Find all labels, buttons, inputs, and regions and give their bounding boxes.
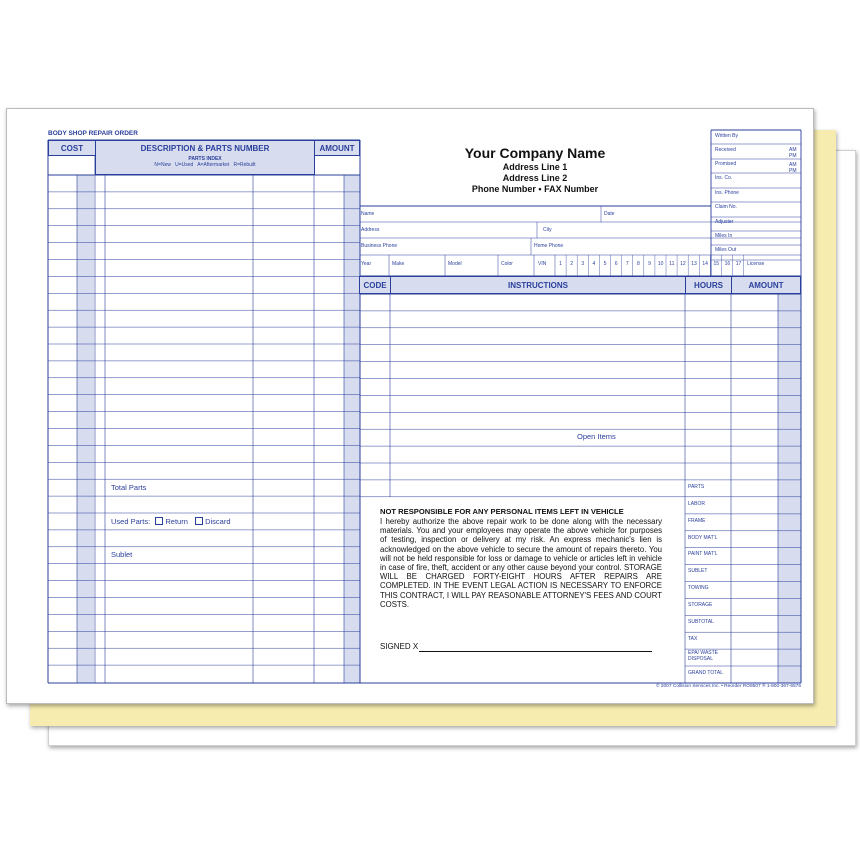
form-title: BODY SHOP REPAIR ORDER: [48, 130, 138, 137]
year-label: Year: [361, 261, 372, 267]
vin-digit: 13: [691, 261, 697, 267]
company-block: [359, 145, 711, 194]
open-items-label: Open Items: [577, 432, 616, 441]
total-frame: FRAME: [688, 518, 706, 524]
vin-digit: 1: [559, 261, 562, 267]
ins-co-label: Ins. Co.: [715, 175, 733, 181]
discard-checkbox[interactable]: [195, 517, 203, 525]
promised-label: Promised: [715, 161, 737, 167]
signature-line[interactable]: [419, 651, 652, 652]
total-labor: LABOR: [688, 501, 705, 507]
vin-digit: 8: [637, 261, 640, 267]
home-phone-label: Home Phone: [534, 243, 564, 249]
header-code: CODE: [359, 276, 391, 294]
ins-phone-label: Ins. Phone: [715, 190, 739, 196]
total-storage: STORAGE: [688, 602, 713, 608]
vin-digit: 6: [614, 261, 618, 267]
header-hours: HOURS: [685, 276, 732, 294]
header-amount: AMOUNT: [314, 140, 360, 156]
total-paint-matl: PAINT MAT'L: [688, 551, 718, 557]
parts-index: [95, 156, 315, 168]
total-tax: TAX: [688, 636, 698, 642]
description-header-label: DESCRIPTION & PARTS NUMBER: [140, 144, 270, 153]
color-label: Color: [501, 261, 513, 267]
header-labor-amount: AMOUNT: [731, 276, 801, 294]
header-cost: COST: [48, 140, 96, 156]
sublet-label: Sublet: [111, 550, 133, 559]
vin-digit: 7: [625, 261, 629, 267]
company-address1: Address Line 1: [502, 162, 568, 172]
used-parts-row: [111, 517, 231, 526]
vin-digit: 4: [592, 261, 596, 267]
legal-body: I hereby authorize the above repair work to be done along with the necessary materials. You and your employees may operate the above vehicle for purposes of testing, inspection or delivery at my risk. An express mechanic's lien is acknowledged on the above vehicle to secure the amount of repairs thereto. You will not be held responsible for loss or damage to vehicle or articles left in vehicle in case of fire, theft, accident or any other cause beyond your control. STORAGE WILL BE CHARGED FORTY-EIGHT HOURS AFTER REPAIRS ARE COMPLETED. IN THE EVENT LEGAL ACTION IS NECESSARY TO ENFORCE THIS CONTRACT, I WILL PAY REASONABLE ATTORNEY'S FEES AND COURT COSTS.: [380, 517, 662, 609]
vin-digit: 15: [713, 261, 720, 267]
received-pm: PM: [789, 153, 797, 159]
used-parts-label: Used Parts:: [111, 517, 151, 526]
return-checkbox[interactable]: [155, 517, 163, 525]
labor-cents-column: [778, 294, 801, 683]
city-label: City: [543, 227, 552, 233]
company-name: Your Company Name: [464, 145, 606, 161]
cost-cents-column: [77, 175, 94, 683]
amount-cents-column: [344, 175, 360, 683]
received-am: AM: [789, 147, 797, 153]
vin-digit: 10: [657, 261, 664, 267]
vin-digit: 16: [724, 261, 731, 267]
discard-label: Discard: [205, 517, 231, 526]
miles-out-label: Miles Out: [715, 247, 737, 253]
form-grid: [7, 109, 813, 703]
date-label: Date: [604, 211, 615, 217]
return-label: Return: [165, 517, 188, 526]
promised-pm: PM: [789, 168, 797, 174]
vin-digit: 2: [570, 261, 574, 267]
header-instructions: INSTRUCTIONS: [390, 276, 686, 294]
vin-digit: 9: [648, 261, 651, 267]
vin-label: VIN: [538, 261, 547, 267]
miles-in-label: Miles In: [715, 233, 733, 239]
total-epa-waste: EPA/ WASTE DISPOSAL: [688, 650, 719, 662]
repair-order-form: [6, 108, 814, 704]
vin-digits: [555, 261, 744, 269]
total-grand-total: GRAND TOTAL: [688, 670, 724, 676]
signed-label: SIGNED X: [380, 642, 419, 651]
model-label: Model: [448, 261, 462, 267]
vin-digit: 11: [669, 261, 675, 267]
license-label: License: [747, 261, 765, 267]
business-phone-label: Business Phone: [361, 243, 398, 249]
vin-digit: 17: [735, 261, 742, 267]
claim-no-label: Claim No.: [715, 204, 737, 210]
company-phone-fax: Phone Number • FAX Number: [471, 184, 599, 194]
make-label: Make: [392, 261, 405, 267]
footer-copyright: © 2007 Collision Services Inc. • Reorder RO9507 ® 1-800-367-6576: [655, 684, 801, 689]
vin-digit: 12: [680, 261, 686, 267]
adjuster-label: Adjuster: [715, 219, 734, 225]
written-by-label: Written By: [715, 133, 738, 139]
parts-index-title: PARTS INDEX: [188, 156, 222, 162]
parts-index-codes: N=New U=Used A=Aftermarket R=Rebuilt: [154, 162, 256, 168]
vin-digit: 5: [603, 261, 607, 267]
vin-digit: 3: [581, 261, 585, 267]
company-address2: Address Line 2: [502, 173, 568, 183]
total-sublet: SUBLET: [688, 568, 708, 574]
total-parts: PARTS: [688, 484, 705, 490]
promised-am: AM: [789, 162, 797, 168]
total-body-matl: BODY MAT'L: [688, 535, 718, 541]
address-label: Address: [361, 227, 380, 233]
received-label: Received: [715, 147, 736, 153]
total-towing: TOWING: [688, 585, 709, 591]
total-subtotal: SUBTOTAL: [688, 619, 714, 625]
legal-heading: NOT RESPONSIBLE FOR ANY PERSONAL ITEMS LEFT IN VEHICLE: [380, 507, 624, 516]
name-label: Name: [361, 211, 375, 217]
total-parts-label: Total Parts: [111, 483, 147, 492]
vin-digit: 14: [702, 261, 708, 267]
